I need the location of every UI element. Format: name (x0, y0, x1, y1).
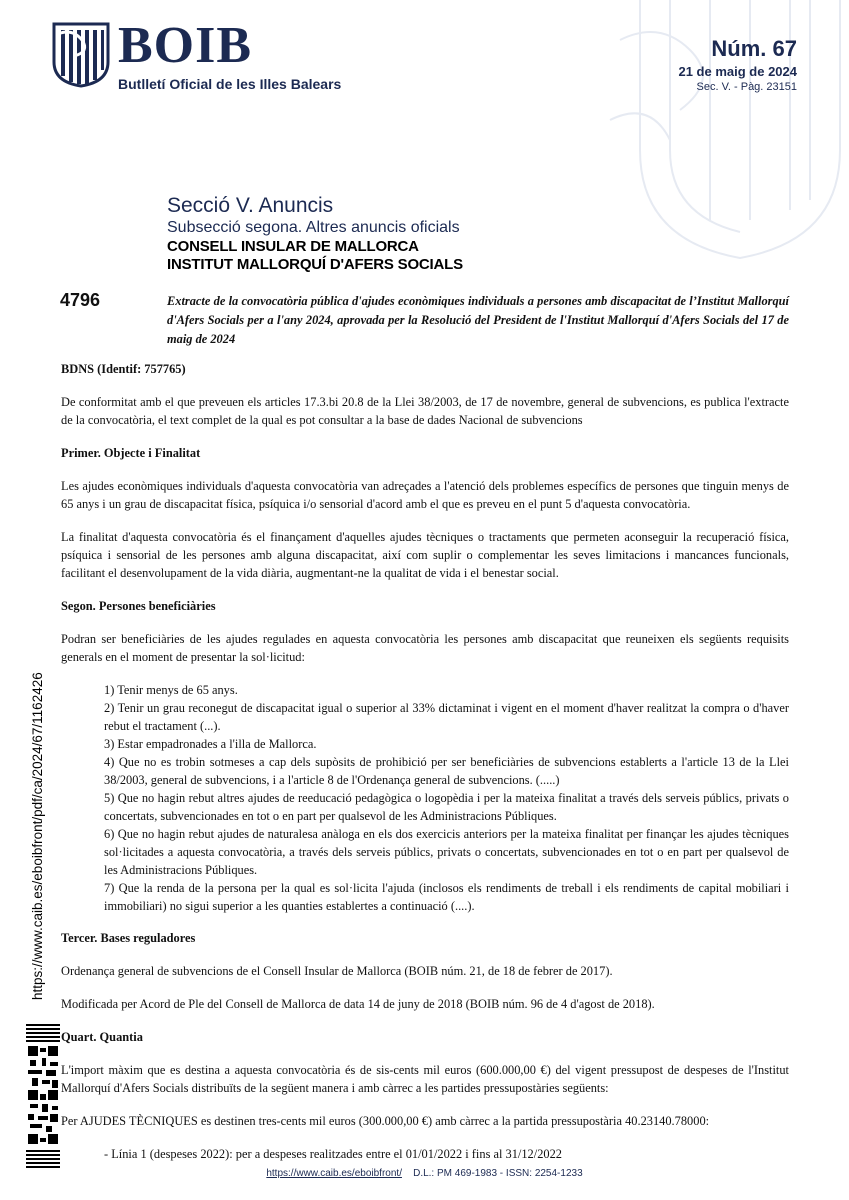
tercer-paragraph-2: Modificada per Acord de Ple del Consell de Mallorca de data 14 de juny de 2018 (BOIB núm. 96 de 4 d'agost de 2018). (61, 997, 655, 1011)
section-subtitle: Subsecció segona. Altres anuncis oficials (167, 219, 460, 236)
requirements-list (61, 681, 789, 915)
primer-paragraph-1: Les ajudes econòmiques individuals d'aquesta convocatòria van adreçades a l'atenció dels problemes específics de persones que tinguin menys de 65 anys i un grau de discapacitat física, psíquica i/o sensorial d'acord amb el que es preveu en el punt 5 d'aquesta convocatòria. (61, 479, 789, 511)
document-body (61, 360, 789, 1178)
list-item: 1) Tenir menys de 65 anys. (104, 683, 238, 697)
segon-paragraph-1: Podran ser beneficiàries de les ajudes regulades en aquesta convocatòria les persones amb discapacitat que reuneixen els següents requisits generals en el moment de presentar la sol·licitud: (61, 632, 789, 664)
list-item: 7) Que la renda de la persona per la qual es sol·licita l'ajuda (inclosos els rendiments de treball i els rendiments de capital mobiliari i immobiliari) no sigui superior a les quanties establertes a continuació (....). (104, 881, 789, 913)
bdns-identifier: BDNS (Identif: 757765) (61, 362, 186, 376)
list-item: 6) Que no hagin rebut ajudes de naturalesa anàloga en els dos exercicis anteriors per la mateixa finalitat per finançar les ajudes tècniques sol·licitades a aquesta convocatòria, a través dels serveis públics, privats o concertats, subvencionades en tot o en part per qualsevol de les Administracions Públiques. (104, 827, 789, 877)
brand-name: BOIB (118, 17, 253, 74)
heading-segon: Segon. Persones beneficiàries (61, 599, 216, 613)
boib-logo-icon (52, 22, 110, 88)
qr-code-icon (26, 1024, 60, 1170)
quart-line-item-1: - Línia 1 (despeses 2022): per a despeses realitzades entre el 01/01/2022 i fins al 31/12/2022 (104, 1147, 562, 1161)
tercer-paragraph-1: Ordenança general de subvencions de el Consell Insular de Mallorca (BOIB núm. 21, de 18 de febrer de 2017). (61, 964, 613, 978)
list-item: 2) Tenir un grau reconegut de discapacitat igual o superior al 33% dictaminat i vigent en el moment d'haver realitzat la compra o d'haver rebut el tractament (...). (104, 701, 789, 733)
organization-2: INSTITUT MALLORQUÍ D'AFERS SOCIALS (167, 256, 463, 273)
quart-paragraph-1: L'import màxim que es destina a aquesta convocatòria és de sis-cents mil euros (600.000,00 €) del vigent pressupost de despeses de l'Institut Mallorquí d'Afers Socials distribuïts de la següent manera i amb càrrec a les partides pressupostàries següents: (61, 1063, 789, 1095)
list-item: 4) Que no es trobin sotmeses a cap dels supòsits de prohibició per ser beneficiàries de subvencions establerts a l'article 13 de la Llei 38/2003, general de subvencions, i a l'article 8 de l'Ordenança general de subvencions. (.....) (104, 755, 789, 787)
brand-subtitle: Butlletí Oficial de les Illes Balears (118, 76, 342, 92)
page-footer (0, 1168, 849, 1179)
section-heading (167, 194, 463, 274)
list-item: 3) Estar empadronades a l'illa de Mallorca. (104, 737, 317, 751)
heading-tercer: Tercer. Bases reguladores (61, 931, 196, 945)
intro-paragraph: De conformitat amb el que preveuen els articles 17.3.bi 20.8 de la Llei 38/2003, de 17 de novembre, general de subvencions, es publica l'extracte de la convocatòria, el text complet de la qual es pot consultar a la base de dades Nacional de subvencions (61, 395, 789, 427)
footer-link[interactable]: https://www.caib.es/eboibfront/ (266, 1168, 402, 1179)
footer-legal: D.L.: PM 469-1983 - ISSN: 2254-1233 (413, 1168, 583, 1179)
list-item: 5) Que no hagin rebut altres ajudes de reeducació pedagògica o logopèdia i per la mateixa finalitat a través dels serveis públics, privats o concertats, subvencionades en tot o en part per qualsevol de les Administracions Públiques. (104, 791, 789, 823)
organization-1: CONSELL INSULAR DE MALLORCA (167, 238, 419, 255)
document-number: 4796 (60, 290, 101, 310)
extract-title: Extracte de la convocatòria pública d'ajudes econòmiques individuals a persones amb discapacitat de l’Institut Mallorquí d'Afers Socials per a l'any 2024, aprovada per la Resolució del President de l'Institut Mallorquí d'Afers Socials del 17 de maig de 2024 (167, 294, 789, 346)
section-title: Secció V. Anuncis (167, 194, 334, 217)
issue-info (678, 36, 797, 94)
issue-date: 21 de maig de 2024 (678, 64, 797, 79)
primer-paragraph-2: La finalitat d'aquesta convocatòria és el finançament d'aquelles ajudes tècniques o tractaments que permeten aconseguir la recuperació física, psíquica i sensorial de les persones amb alguna discapacitat, així com suplir o complementar les seves limitacions i mancances funcionals, facilitant el desenvolupament de la vida diària, augmentant-ne la qualitat de vida i el benestar social. (61, 530, 789, 580)
page-reference: Sec. V. - Pàg. 23151 (696, 81, 797, 93)
heading-primer: Primer. Objecte i Finalitat (61, 446, 201, 460)
document-url-vertical[interactable]: https://www.caib.es/eboibfront/pdf/ca/2024/67/1162426 (30, 672, 45, 1000)
quart-paragraph-2: Per AJUDES TÈCNIQUES es destinen tres-cents mil euros (300.000,00 €) amb càrrec a la partida pressupostària 40.23140.78000: (61, 1114, 710, 1128)
heading-quart: Quart. Quantia (61, 1030, 143, 1044)
issue-number: Núm. 67 (711, 36, 797, 61)
